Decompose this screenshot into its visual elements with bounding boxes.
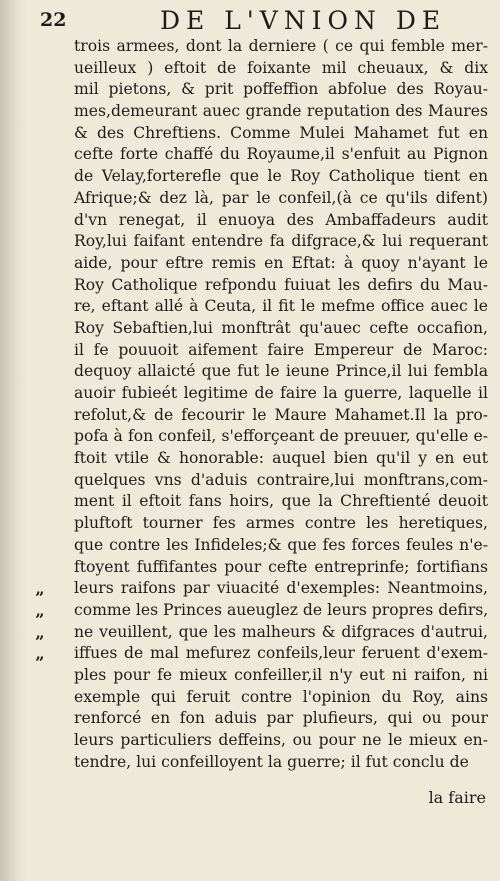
line-text: ne veuillent, que les malheurs & difgraces d'autrui, (74, 622, 488, 641)
text-line (74, 188, 488, 210)
text-line (74, 383, 488, 405)
quotation-marker: „ (35, 600, 45, 620)
text-line (74, 144, 488, 166)
line-text: Afrique;& dez là, par le confeil,(à ce qu'ils difent) (74, 188, 488, 207)
text-line (74, 253, 488, 275)
line-text: que contre les Infideles;& que fes forces feules n'e- (74, 535, 488, 554)
line-text: trois armees, dont la derniere ( ce qui femble mer- (74, 37, 488, 55)
line-text: aide, pour eftre remis en Eftat: à quoy n'ayant le (74, 253, 488, 272)
line-text: mes,demeurant auec grande reputation des Maures (74, 102, 488, 121)
text-line (74, 36, 488, 58)
body-text (35, 36, 489, 773)
text-line (74, 58, 488, 80)
text-line (74, 101, 488, 123)
text-line (74, 405, 488, 427)
page-gutter (0, 0, 26, 881)
text-line (74, 448, 488, 470)
running-head: DE L'VNION DE (160, 6, 447, 35)
line-text: refolut,& de fecourir le Maure Mahamet.Il la pro- (74, 405, 488, 424)
text-line (35, 643, 488, 665)
text-line (74, 426, 488, 448)
text-line (74, 557, 488, 579)
text-line (35, 578, 488, 600)
text-line (74, 665, 488, 687)
quotation-marker: „ (35, 622, 45, 642)
line-text: Roy,lui faifant entendre fa difgrace,& lui requerant (74, 232, 488, 251)
text-line (74, 535, 488, 557)
line-text: Roy Catholique refpondu fuiuat les defirs du Mau- (74, 275, 488, 294)
text-line (74, 470, 488, 492)
line-text: & des Chreftiens. Comme Mulei Mahamet fut en (74, 123, 488, 142)
line-text: Roy Sebaftien,lui monftrât qu'auec cefte occafion, (74, 318, 488, 337)
text-line (74, 361, 488, 383)
text-line (35, 622, 488, 644)
quotation-marker: „ (35, 644, 45, 664)
line-text: ueilleux ) eftoit de foixante mil cheuaux, & dix (74, 58, 488, 77)
line-text: ftoyent fuffifantes pour cefte entreprinfe; fortifians (74, 557, 488, 576)
text-line (74, 513, 488, 535)
line-text: pofa à fon confeil, s'efforçeant de preuuer, qu'elle e- (74, 427, 488, 446)
line-text: re, eftant allé à Ceuta, il fit le mefme office auec le (74, 297, 488, 316)
text-line (74, 687, 488, 709)
text-line (74, 275, 488, 297)
text-line (74, 730, 488, 752)
page-header (40, 6, 484, 34)
text-line (74, 166, 488, 188)
catchword: la faire (428, 788, 486, 807)
line-text: ftoit vtile & honorable: auquel bien qu'il y en eut (74, 449, 488, 468)
line-text: mil pietons, & prit poffeffion abfolue des Royau- (74, 80, 488, 99)
text-line (74, 210, 488, 232)
line-text: il fe pouuoit aifement faire Empereur de Maroc: (74, 340, 488, 359)
text-line (74, 296, 488, 318)
line-text: leurs raifons par viuacité d'exemples: Neantmoins, (74, 579, 488, 598)
text-line (74, 752, 488, 774)
line-text: iffues de mal mefurez confeils,leur feruent d'exem- (74, 644, 488, 663)
line-text: auoir fubieét legitime de faire la guerre, laquelle il (74, 384, 488, 402)
line-text: renforcé en fon aduis par plufieurs, qui ou pour (74, 709, 488, 728)
line-text: de Velay,forterefle que le Roy Catholique tient en (74, 167, 488, 186)
text-line (74, 340, 488, 362)
line-text: comme les Princes aueuglez de leurs propres defirs, (74, 600, 489, 619)
text-line (74, 318, 488, 340)
text-line (74, 491, 488, 513)
text-line (74, 231, 488, 253)
text-line (35, 600, 489, 622)
line-text: tendre, lui confeilloyent la guerre; il fut conclu de (74, 752, 469, 771)
line-text: ples pour fe mieux confeiller,il n'y eut ni raifon, ni (74, 665, 488, 684)
line-text: quelques vns d'aduis contraire,lui monftrans,com- (74, 470, 488, 489)
text-line (74, 79, 488, 101)
text-line (74, 708, 488, 730)
page-number: 22 (40, 9, 67, 31)
text-line (74, 123, 488, 145)
quotation-marker: „ (35, 579, 45, 599)
line-text: exemple qui feruit contre l'opinion du Roy, ains (74, 687, 488, 706)
line-text: dequoy allaicté que fut le ieune Prince,il lui fembla (74, 362, 488, 381)
line-text: pluftoft tourner fes armes contre les heretiques, (74, 514, 488, 533)
line-text: ment il eftoit fans hoirs, que la Chreftienté deuoit (74, 492, 488, 511)
line-text: cefte forte chaffé du Royaume,il s'enfuit au Pignon (74, 145, 488, 164)
line-text: d'vn renegat, il enuoya des Ambaffadeurs audit (74, 210, 488, 229)
line-text: leurs particuliers deffeins, ou pour ne le mieux en- (74, 731, 488, 749)
